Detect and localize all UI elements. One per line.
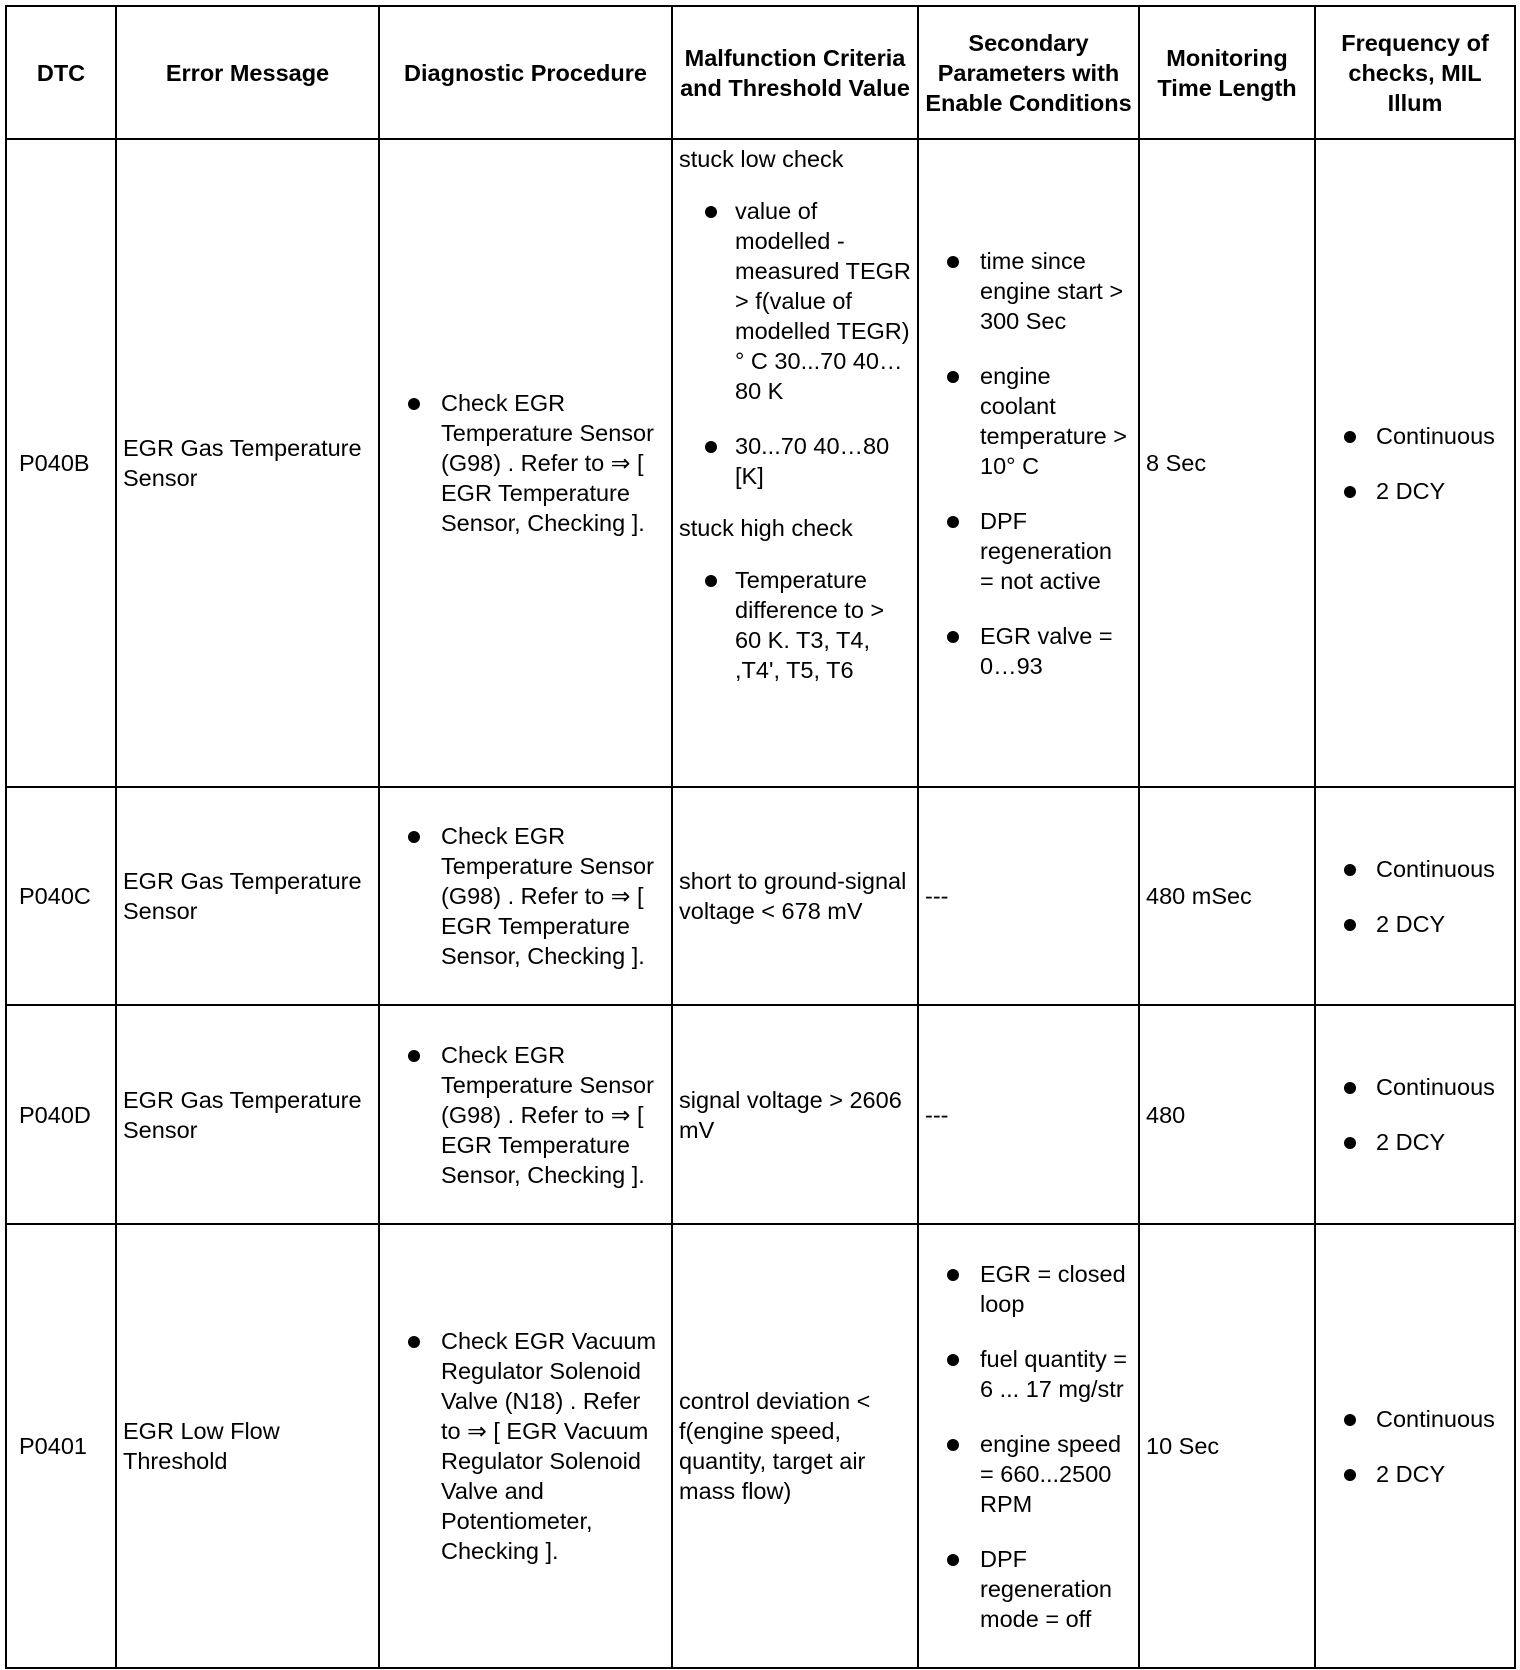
list-item: Continuous [1322,1404,1508,1434]
malfunction-criteria: control deviation < f(engine speed, quantity, target air mass flow) [672,1224,918,1668]
error-message: EGR Gas Temperature Sensor [116,787,379,1005]
list-item: EGR = closed loop [925,1259,1132,1319]
dtc-code: P040D [6,1005,116,1224]
header-diagnostic-procedure: Diagnostic Procedure [379,6,672,139]
list-item: fuel quantity = 6 ... 17 mg/str [925,1344,1132,1404]
list-item: 2 DCY [1322,476,1508,506]
frequency [1315,1005,1515,1224]
secondary-parameters: --- [918,787,1139,1005]
table-row [6,1005,1515,1224]
list-item: Check EGR Temperature Sensor (G98) . Refer to ⇒ [ EGR Temperature Sensor, Checking ]. [386,821,665,971]
monitoring-time: 480 [1139,1005,1315,1224]
malfunction-criteria: short to ground-signal voltage < 678 mV [672,787,918,1005]
monitoring-time: 8 Sec [1139,139,1315,787]
table-row [6,1224,1515,1668]
malfunction-criteria [672,139,918,787]
list-item: Check EGR Vacuum Regulator Solenoid Valve (N18) . Refer to ⇒ [ EGR Vacuum Regulator Solenoid Valve and Potentiometer, Checking ]. [386,1326,665,1566]
diagnostic-procedure [379,139,672,787]
dtc-code: P0401 [6,1224,116,1668]
header-secondary-parameters: Secondary Parameters with Enable Conditions [918,6,1139,139]
dtc-code: P040B [6,139,116,787]
list-item: 2 DCY [1322,909,1508,939]
list-item: 2 DCY [1322,1127,1508,1157]
secondary-parameters [918,1224,1139,1668]
list-item: engine coolant temperature > 10° C [925,361,1132,481]
list-item: value of modelled - measured TEGR > f(value of modelled TEGR)° C 30...70 40…80 K [679,196,911,406]
list-item: Continuous [1322,854,1508,884]
diagnostic-procedure [379,787,672,1005]
monitoring-time: 10 Sec [1139,1224,1315,1668]
error-message: EGR Gas Temperature Sensor [116,139,379,787]
frequency [1315,787,1515,1005]
list-item: 30...70 40…80 [K] [679,431,911,491]
frequency [1315,139,1515,787]
diagnostic-procedure [379,1224,672,1668]
list-item: engine speed = 660...2500 RPM [925,1429,1132,1519]
list-item: Check EGR Temperature Sensor (G98) . Refer to ⇒ [ EGR Temperature Sensor, Checking ]. [386,1040,665,1190]
table-header-row [6,6,1515,139]
header-dtc: DTC [6,6,116,139]
list-item: Continuous [1322,1072,1508,1102]
list-item: Check EGR Temperature Sensor (G98) . Refer to ⇒ [ EGR Temperature Sensor, Checking ]. [386,388,665,538]
error-message: EGR Gas Temperature Sensor [116,1005,379,1224]
header-error-message: Error Message [116,6,379,139]
header-frequency: Frequency of checks, MIL Illum [1315,6,1515,139]
dtc-table [5,5,1516,1669]
list-item: time since engine start > 300 Sec [925,246,1132,336]
list-item: DPF regeneration mode = off [925,1544,1132,1634]
dtc-code: P040C [6,787,116,1005]
frequency [1315,1224,1515,1668]
list-item: EGR valve = 0…93 [925,621,1132,681]
header-monitoring-time: Monitoring Time Length [1139,6,1315,139]
table-row [6,787,1515,1005]
table-row [6,139,1515,787]
list-item: 2 DCY [1322,1459,1508,1489]
list-item: Continuous [1322,421,1508,451]
malfunction-criteria: signal voltage > 2606 mV [672,1005,918,1224]
diagnostic-procedure [379,1005,672,1224]
secondary-parameters [918,139,1139,787]
criteria-subtitle: stuck high check [679,515,853,541]
header-malfunction-criteria: Malfunction Criteria and Threshold Value [672,6,918,139]
error-message: EGR Low Flow Threshold [116,1224,379,1668]
list-item: DPF regeneration = not active [925,506,1132,596]
monitoring-time: 480 mSec [1139,787,1315,1005]
list-item: Temperature difference to > 60 K. T3, T4, ,T4', T5, T6 [679,565,911,685]
secondary-parameters: --- [918,1005,1139,1224]
criteria-subtitle: stuck low check [679,146,844,172]
